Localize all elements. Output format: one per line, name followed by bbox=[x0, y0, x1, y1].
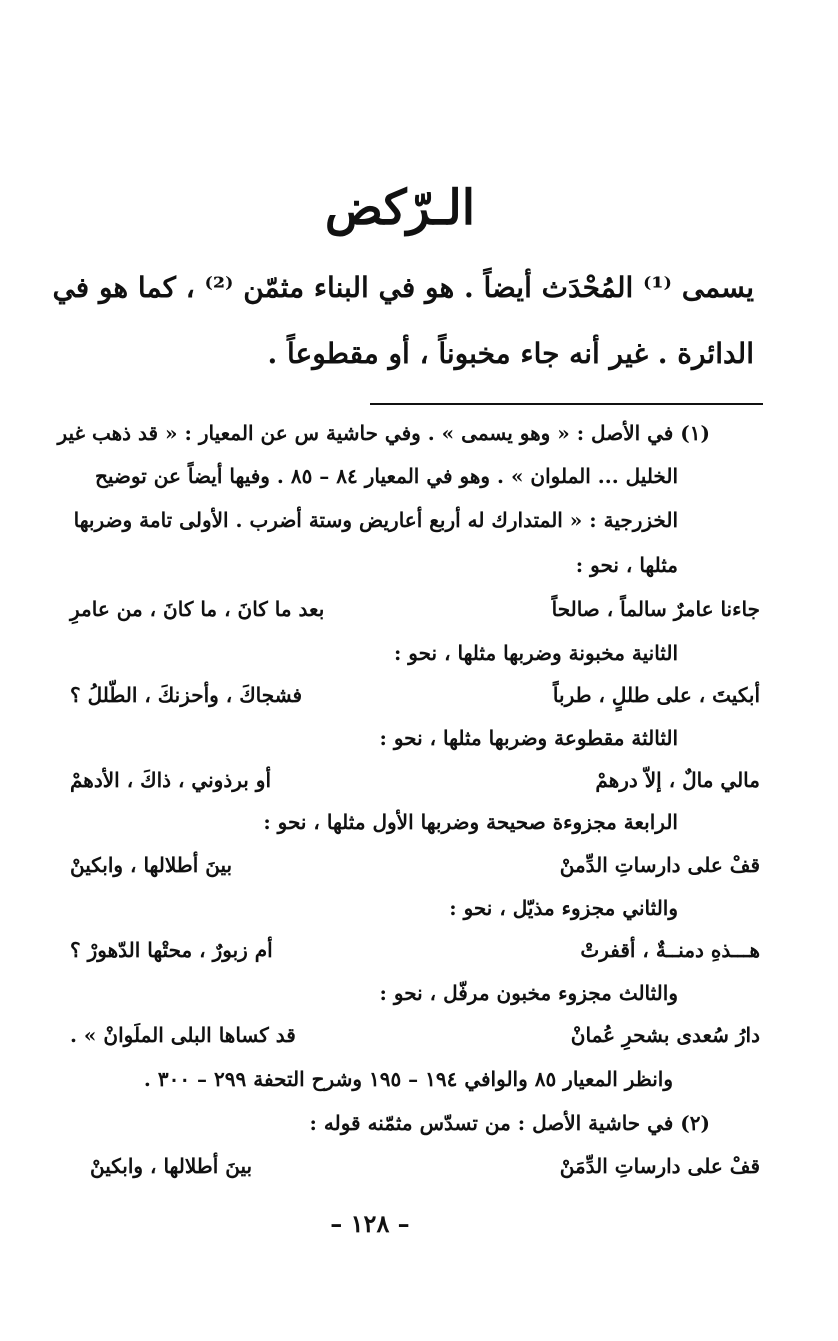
footnote-line: (١) في الأصل : « وهو يسمى » . وفي حاشية س عن المعيار : « قد ذهب غير bbox=[57, 421, 710, 445]
verse-line bbox=[70, 935, 760, 965]
body-line: يسمى ⁽¹⁾ المُحْدَث أيضاً . هو في البناء مثمّن ⁽²⁾ ، كما هو في bbox=[52, 271, 754, 304]
footnote-line: الرابعة مجزوءة صحيحة وضربها الأول مثلها ، نحو : bbox=[263, 810, 678, 834]
footnote-line: والثالث مجزوء مخبون مرفّل ، نحو : bbox=[379, 981, 678, 1005]
verse-hemistich-second: فشجاكَ ، وأحزنكَ ، الطّللُ ؟ bbox=[70, 683, 303, 707]
verse-line bbox=[70, 765, 760, 795]
page-title: الـرّكض bbox=[324, 180, 476, 236]
verse-hemistich-first: قفْ على دارساتِ الدِّمَنْ bbox=[559, 1154, 760, 1178]
verse-hemistich-first: دارُ سُعدى بشحرِ عُمانْ bbox=[570, 1023, 760, 1047]
footnote-line: الخزرجية : « المتدارك له أربع أعاريض وستة أضرب . الأولى تامة وضربها bbox=[73, 508, 678, 532]
verse-line bbox=[70, 850, 760, 880]
verse-hemistich-second: أم زبورٌ ، محتْها الدّهورْ ؟ bbox=[70, 938, 273, 962]
verse-hemistich-second: بينَ أطلالها ، وابكينْ bbox=[90, 1154, 253, 1178]
verse-hemistich-first: جاءنا عامرٌ سالماً ، صالحاً bbox=[551, 597, 760, 621]
verse-hemistich-second: أو برذوني ، ذاكَ ، الأدهمْ bbox=[70, 768, 272, 792]
verse-line bbox=[70, 680, 760, 710]
verse-hemistich-first: قفْ على دارساتِ الدِّمنْ bbox=[559, 853, 760, 877]
verse-hemistich-second: بعد ما كانَ ، ما كانَ ، من عامرِ bbox=[70, 597, 325, 621]
page-number: – ١٢٨ – bbox=[330, 1209, 410, 1238]
footnote-line: الثانية مخبونة وضربها مثلها ، نحو : bbox=[393, 641, 678, 665]
footnote-line: الثالثة مقطوعة وضربها مثلها ، نحو : bbox=[379, 726, 678, 750]
footnote-line: الخليل ... الملوان » . وهو في المعيار ٨٤ – ٨٥ . وفيها أيضاً عن توضيح bbox=[94, 464, 678, 488]
verse-hemistich-second: قد كساها البلى الملَوانْ » . bbox=[70, 1023, 296, 1047]
verse-hemistich-second: بينَ أطلالها ، وابكينْ bbox=[70, 853, 233, 877]
footnote-line: وانظر المعيار ٨٥ والوافي ١٩٤ – ١٩٥ وشرح التحفة ٢٩٩ – ٣٠٠ . bbox=[143, 1067, 673, 1091]
footnote-line: مثلها ، نحو : bbox=[575, 553, 678, 577]
verse-hemistich-first: هـــذهِ دمنــةٌ ، أقفرتْ bbox=[580, 938, 760, 962]
verse-line bbox=[70, 594, 760, 624]
footnote-divider bbox=[370, 403, 763, 405]
body-line: الدائرة . غير أنه جاء مخبوناً ، أو مقطوعاً . bbox=[267, 337, 754, 370]
verse-line bbox=[70, 1020, 760, 1050]
verse-hemistich-first: أبكيتَ ، على طللٍ ، طرباً bbox=[552, 683, 760, 707]
verse-hemistich-first: مالي مالٌ ، إلاّ درهمْ bbox=[595, 768, 760, 792]
footnote-line: والثاني مجزوء مذيّل ، نحو : bbox=[449, 896, 678, 920]
verse-line bbox=[90, 1151, 760, 1181]
footnote-line: (٢) في حاشية الأصل : من تسدّس مثمّنه قوله : bbox=[309, 1111, 710, 1135]
